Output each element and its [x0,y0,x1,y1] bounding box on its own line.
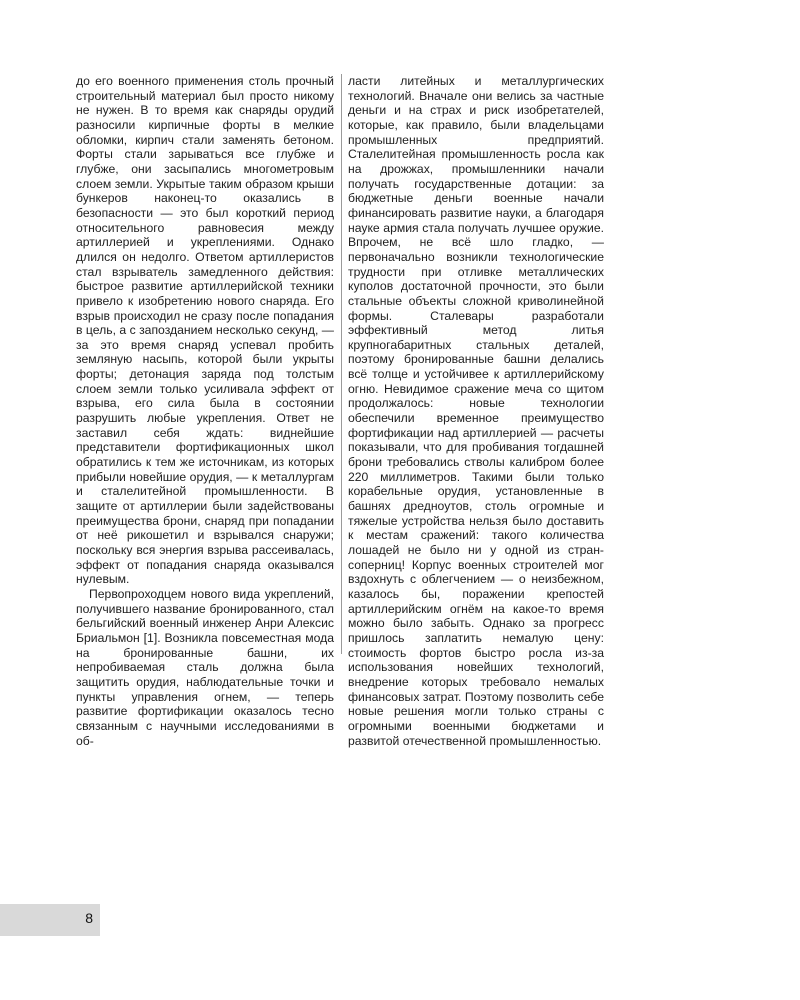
page-number: 8 [85,910,93,926]
column-divider [341,74,342,654]
text-column-right [348,74,604,748]
text-column-left [76,74,334,748]
paragraph: ласти литейных и металлургических технологий. Вначале они велись за частные деньги и на страх и риск изобретателей, которые, как правило, были владельцами промышленных предприятий. Сталелитейная промышленность росла как на дрожжах, промышленники начали получать государственные дотации: за бюджетные деньги военные начали финансировать развитие науки, а благодаря науке армия стала получать лучшее оружие. Впрочем, не всё шло гладко, — первоначально возникли технологические трудности при отливке металлических куполов достаточной прочности, это были стальные объекты сложной криволинейной формы. Сталевары разработали эффективный метод литья крупногабаритных стальных деталей, поэтому бронированные башни делались всё толще и устойчивее к артиллерийскому огню. Невидимое сражение меча со щитом продолжалось: новые технологии обеспечили временное преимущество фортификации над артиллерией — расчеты показывали, что для пробивания тогдашней брони требовались стволы калибром более 220 миллиметров. Такими были только корабельные орудия, установленные в башнях дредноутов, столь огромные и тяжелые устройства нельзя было доставить к местам сражений: такого количества лошадей не было ни у одной из стран-соперниц! Корпус военных строителей мог вздохнуть с облегчением — о неизбежном, казалось бы, поражении крепостей артиллерийским огнём на какое-то время можно было забыть. Однако за прогресс пришлось заплатить немалую цену: стоимость фортов быстро росла из-за использования новейших технологий, внедрение которых требовало немалых финансовых затрат. Поэтому позволить себе новые решения могли только страны с огромными военными бюджетами и развитой отечественной промышленностью. [348,74,604,748]
page-number-bar [0,904,100,936]
paragraph: до его военного применения столь прочный строительный материал был просто никому не нужен. В то время как снаряды орудий разносили кирпичные форты в мелкие обломки, кирпич стали заменять бетоном. Форты стали зарываться все глубже и глубже, они засыпались многометровым слоем земли. Укрытые таким образом крыши бункеров наконец-то оказались в безопасности — это был короткий период относительного равновесия между артиллерией и укреплениями. Однако длился он недолго. Ответом артиллеристов стал взрыватель замедленного действия: быстрое развитие артиллерийской техники привело к изобретению нового снаряда. Его взрыв происходил не сразу после попадания в цель, а с запозданием несколько секунд, — за это время снаряд успевал пробить земляную насыпь, которой были укрыты форты; детонация заряда под толстым слоем земли только усиливала эффект от взрыва, его сила была в состоянии разрушить любые укрепления. Ответ не заставил себя ждать: виднейшие представители фортификационных школ обратились к тем же источникам, из которых прибыли новейшие орудия, — к металлургам и сталелитейной промышленности. В защите от артиллерии были задействованы преимущества брони, снаряд при попадании от неё рикошетил и взрывался снаружи; поскольку вся энергия взрыва рассеивалась, эффект от попадания снаряда оказывался нулевым. [76,74,334,587]
paragraph: Первопроходцем нового вида укреплений, получившего название бронированного, стал бельгийский военный инженер Анри Алексис Бриальмон [1]. Возникла повсеместная мода на бронированные башни, их непробиваемая сталь должна была защитить орудия, наблюдательные точки и пункты управления огнем, — теперь развитие фортификации оказалось тесно связанным с научными исследованиями в об- [76,586,334,748]
